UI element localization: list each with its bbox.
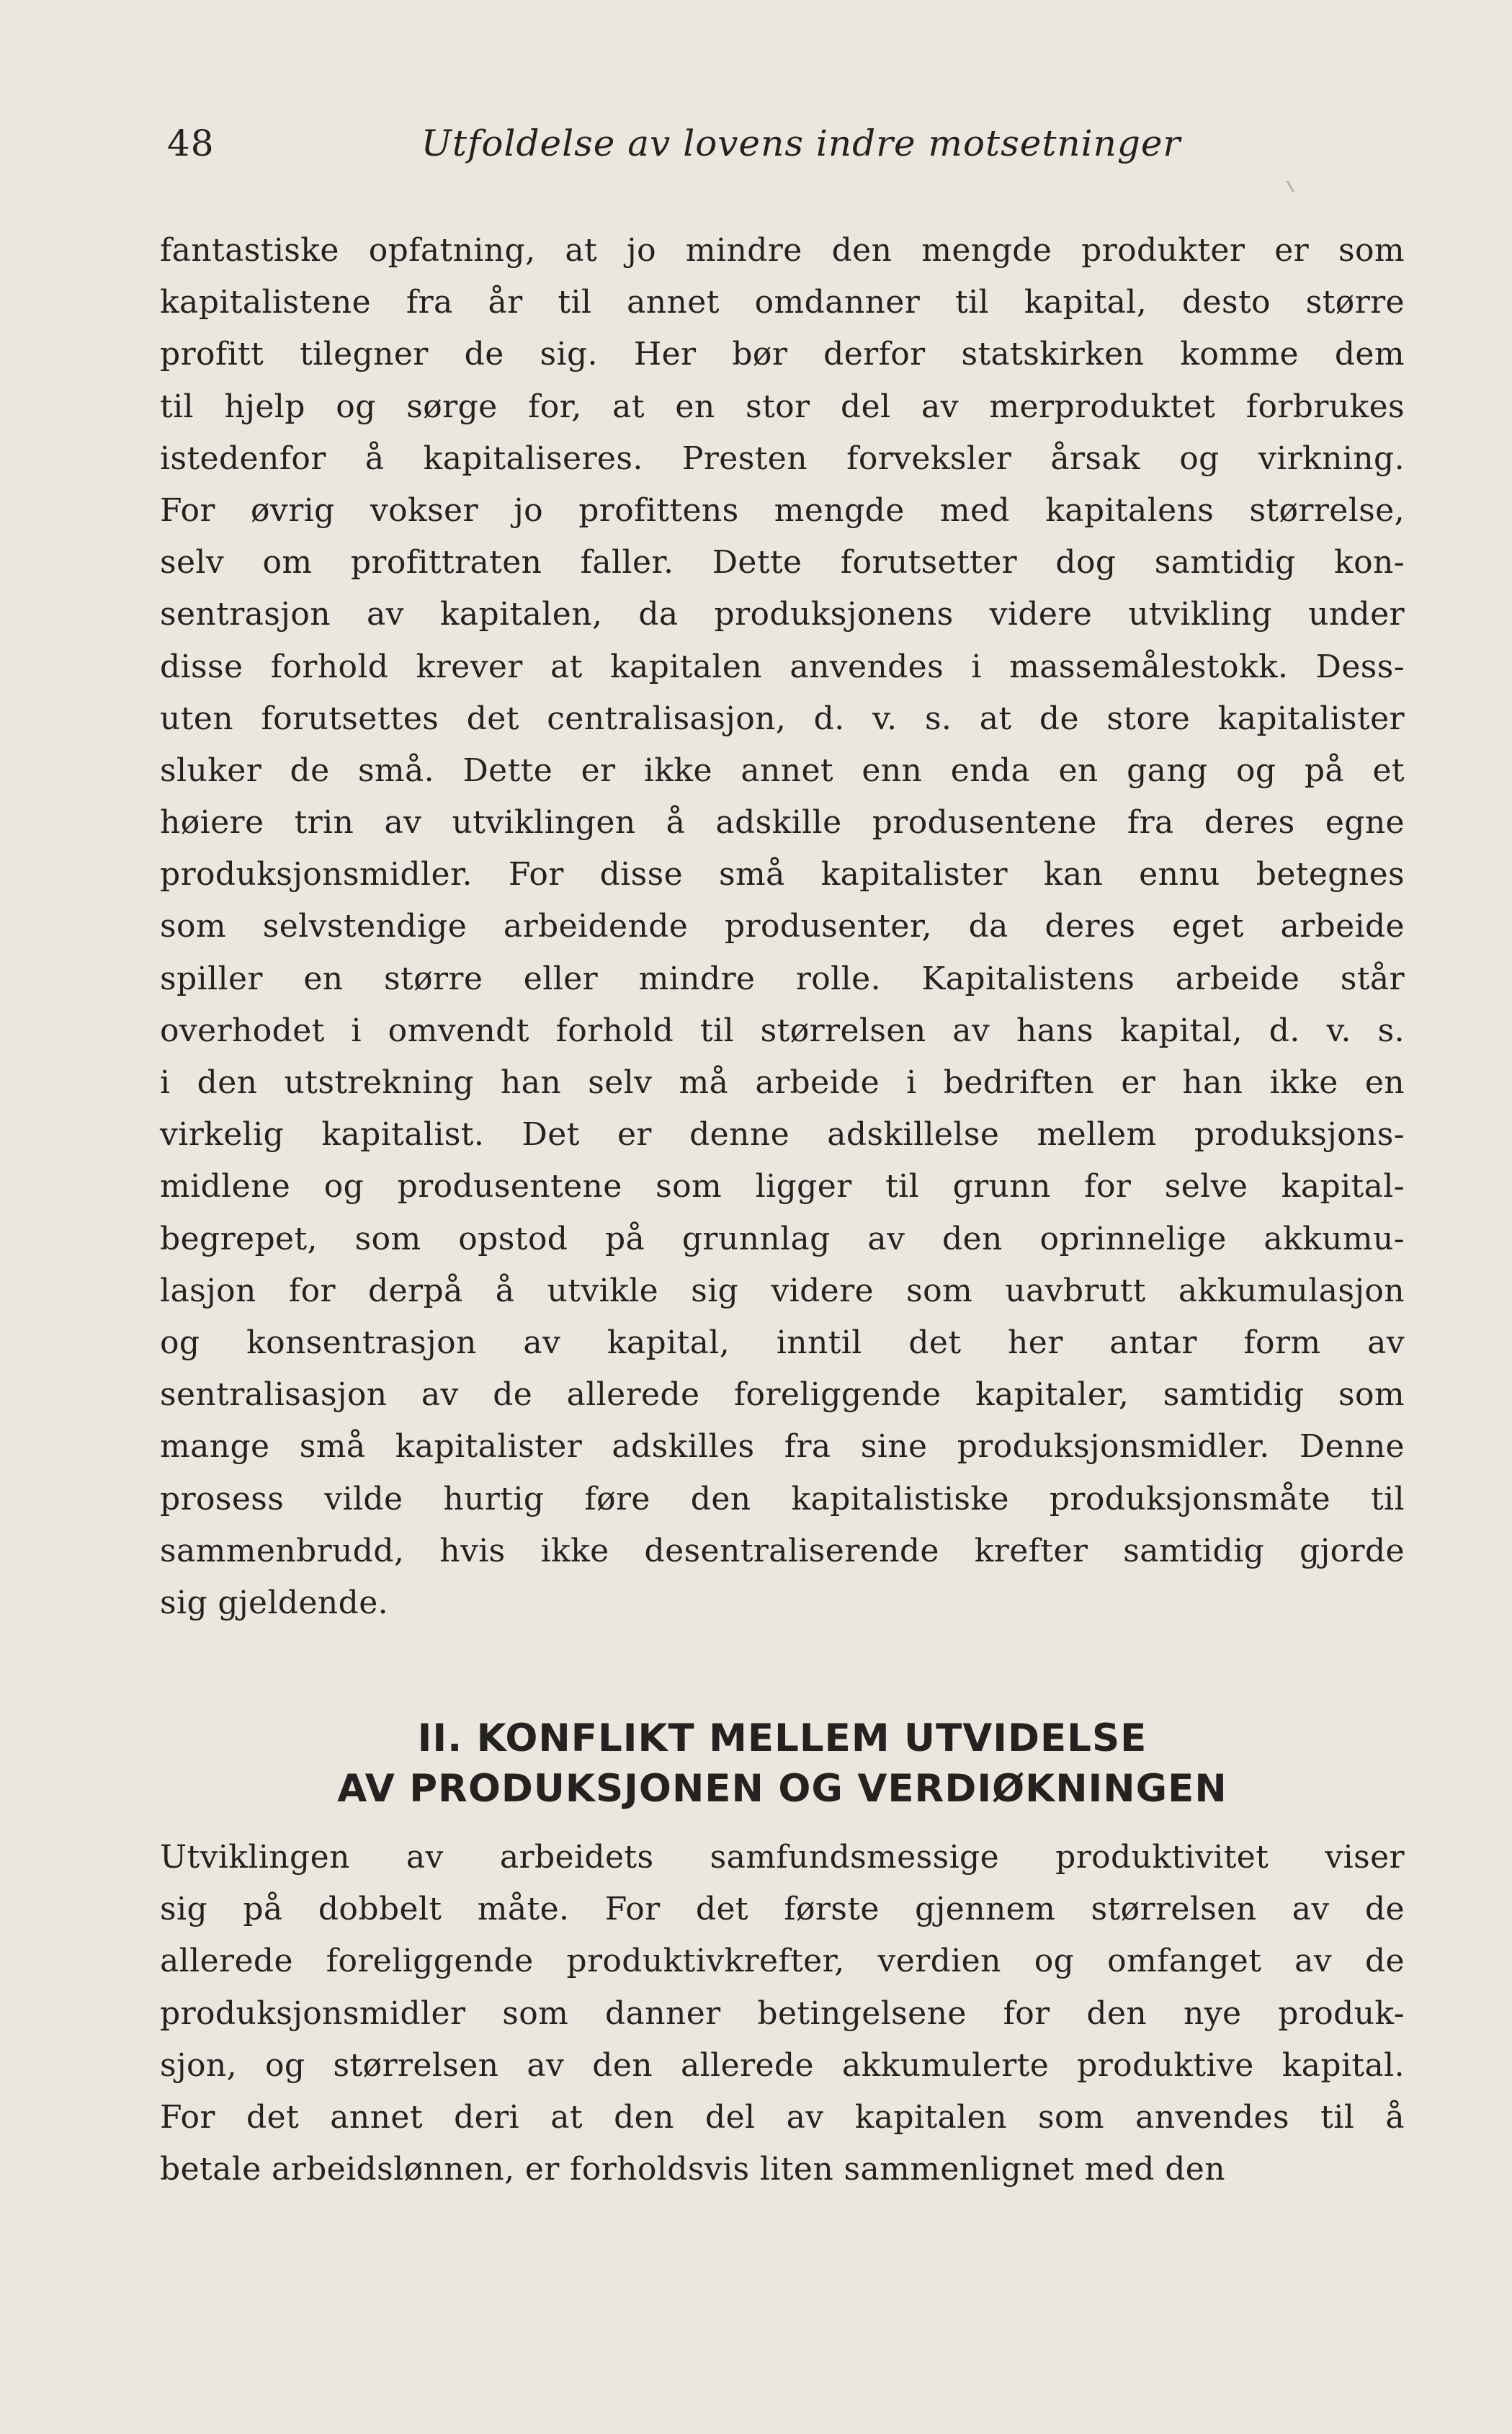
text-line: virkelig kapitalist. Det er denne adskillelse mellem produksjons- [160,1116,1405,1154]
section-heading-line-1: II. KONFLIKT MELLEM UTVIDELSE [417,1716,1148,1760]
text-line: betale arbeidslønnen, er forholdsvis liten sammenlignet med den [160,2151,1225,2188]
text-line: sjon, og størrelsen av den allerede akkumulerte produktive kapital. [160,2046,1405,2084]
text-line: overhodet i omvendt forhold til størrelsen av hans kapital, d. v. s. [160,1012,1405,1049]
text-line: prosess vilde hurtig føre den kapitalistiske produksjonsmåte til [160,1480,1405,1517]
text-line: uten forutsettes det centralisasjon, d. v. s. at de store kapitalister [160,700,1405,737]
text-line: profitt tilegner de sig. Her bør derfor statskirken komme dem [160,336,1405,373]
text-line: selv om profittraten faller. Dette forutsetter dog samtidig kon- [160,544,1405,581]
text-line: høiere trin av utviklingen å adskille produsentene fra deres egne [160,804,1405,842]
text-line: For det annet deri at den del av kapitalen som anvendes til å [160,2098,1405,2136]
text-line: i den utstrekning han selv må arbeide i bedriften er han ikke en [160,1064,1405,1101]
body-paragraph-2 [160,1832,1405,2195]
text-line: produksjonsmidler. For disse små kapitalister kan ennu betegnes [160,856,1405,893]
section-heading-line-2: AV PRODUKSJONEN OG VERDIØKNINGEN [337,1767,1227,1811]
text-line: allerede foreliggende produktivkrefter, verdien og omfanget av de [160,1943,1405,1980]
text-line: mange små kapitalister adskilles fra sine produksjonsmidler. Denne [160,1428,1405,1466]
text-line: istedenfor å kapitaliseres. Presten forveksler årsak og virkning. [160,440,1405,477]
text-line: og konsentrasjon av kapital, inntil det her antar form av [160,1324,1405,1361]
text-line: som selvstendige arbeidende produsenter, da deres eget arbeide [160,908,1405,945]
text-line: begrepet, som opstod på grunnlag av den oprinnelige akkumu- [160,1220,1405,1257]
text-line: midlene og produsentene som ligger til grunn for selve kapital- [160,1168,1405,1205]
text-line: sig på dobbelt måte. For det første gjennem størrelsen av de [160,1891,1405,1928]
page-header [167,122,1406,180]
text-line: produksjonsmidler som danner betingelsene for den nye produk- [160,1994,1405,2032]
text-line: Utviklingen av arbeidets samfundsmessige produktivitet viser [160,1839,1405,1876]
running-title: Utfoldelse av lovens indre motsetninger [421,122,1181,164]
text-line: sammenbrudd, hvis ikke desentraliserende krefter samtidig gjorde [160,1532,1405,1569]
text-line: sig gjeldende. [160,1584,389,1621]
text-line: For øvrig vokser jo profittens mengde med kapitalens størrelse, [160,491,1405,529]
text-line: sentrasjon av kapitalen, da produksjonens videre utvikling under [160,596,1405,633]
text-line: sluker de små. Dette er ikke annet enn enda en gang og på et [160,752,1405,789]
text-line: kapitalistene fra år til annet omdanner til kapital, desto større [160,284,1405,321]
text-line: spiller en større eller mindre rolle. Kapitalistens arbeide står [160,960,1405,997]
section-heading [160,1713,1405,1814]
text-line: fantastiske opfatning, at jo mindre den mengde produkter er som [160,232,1405,269]
text-line: disse forhold krever at kapitalen anvendes i massemålestokk. Dess- [160,648,1405,685]
body-paragraph-1 [160,225,1405,1629]
text-line: til hjelp og sørge for, at en stor del av merproduktet forbrukes [160,388,1405,425]
text-line: lasjon for derpå å utvikle sig videre som uavbrutt akkumulasjon [160,1272,1405,1309]
paper-speck [1287,180,1295,192]
text-line: sentralisasjon av de allerede foreliggende kapitaler, samtidig som [160,1376,1405,1414]
page-number: 48 [167,122,215,164]
